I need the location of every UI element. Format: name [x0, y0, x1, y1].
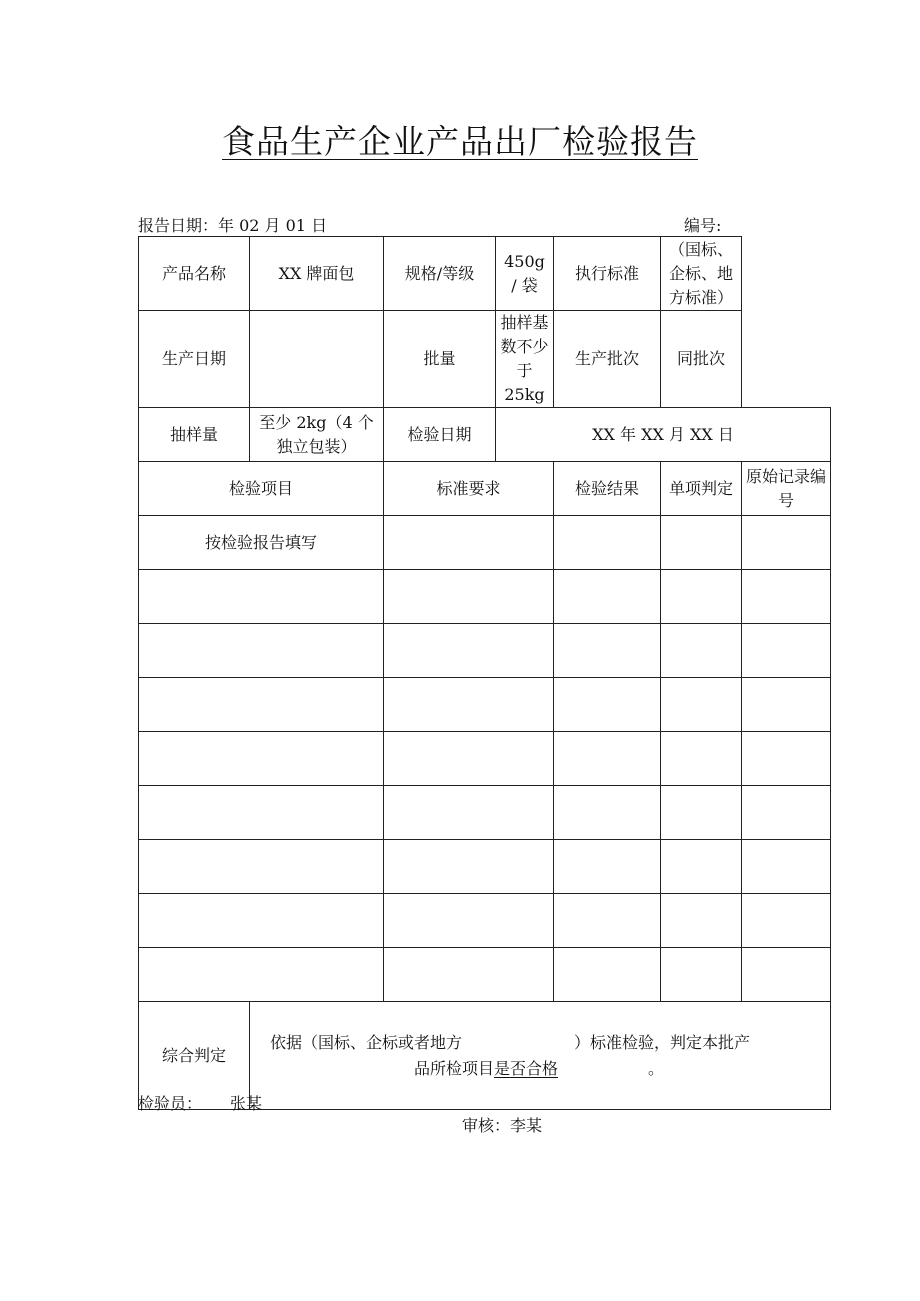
verdict-label: 综合判定	[139, 1002, 250, 1110]
production-batch-value: 同批次	[661, 311, 742, 408]
result-verdict	[661, 678, 742, 732]
result-row	[139, 570, 831, 624]
spec-label: 规格/等级	[384, 237, 496, 311]
page-title	[0, 116, 920, 163]
result-value	[554, 678, 661, 732]
production-batch-label: 生产批次	[554, 311, 661, 408]
inspector-label: 检验员：	[138, 1094, 203, 1113]
result-item	[139, 894, 384, 948]
spec-value: 450g / 袋	[496, 237, 554, 311]
result-standard	[384, 570, 554, 624]
result-row	[139, 624, 831, 678]
product-name-value: XX 牌面包	[250, 237, 384, 311]
verdict-text-part2: ）标准检验，判定本批产	[574, 1032, 751, 1052]
verdict-result-underlined: 是否合格	[494, 1058, 559, 1078]
result-value	[554, 948, 661, 1002]
result-value	[554, 786, 661, 840]
standard-value: （国标、企标、地方标准）	[661, 237, 742, 311]
verdict-text-part1: 依据（国标、企标或者地方	[270, 1032, 463, 1052]
report-date: 报告日期：年 02 月 01 日	[138, 216, 328, 235]
result-item	[139, 786, 384, 840]
result-standard	[384, 840, 554, 894]
header-record-number: 原始记录编号	[742, 462, 831, 516]
result-standard	[384, 894, 554, 948]
result-record	[742, 570, 831, 624]
verdict-text	[250, 1002, 831, 1110]
result-item	[139, 840, 384, 894]
result-standard	[384, 732, 554, 786]
result-verdict	[661, 840, 742, 894]
result-standard	[384, 678, 554, 732]
verdict-text-end: 。	[648, 1058, 665, 1078]
info-row-production	[139, 311, 831, 408]
result-row	[139, 948, 831, 1002]
report-number: 编号:	[684, 216, 722, 235]
result-standard	[384, 786, 554, 840]
production-date-value	[250, 311, 384, 408]
result-row	[139, 840, 831, 894]
result-record	[742, 516, 831, 570]
result-record	[742, 894, 831, 948]
result-item	[139, 678, 384, 732]
info-row-sampling	[139, 408, 831, 462]
result-value	[554, 570, 661, 624]
result-record	[742, 732, 831, 786]
info-row-product	[139, 237, 831, 311]
result-record	[742, 624, 831, 678]
inspector-name: 张某	[230, 1094, 263, 1113]
result-value	[554, 516, 661, 570]
product-name-label: 产品名称	[139, 237, 250, 311]
result-verdict	[661, 732, 742, 786]
result-standard	[384, 948, 554, 1002]
results-header-row	[139, 462, 831, 516]
result-verdict	[661, 948, 742, 1002]
result-standard	[384, 624, 554, 678]
result-row	[139, 786, 831, 840]
header-inspection-item: 检验项目	[139, 462, 384, 516]
reviewer-line: 审核：李某	[462, 1116, 543, 1135]
batch-size-value: 抽样基数不少于 25kg	[496, 311, 554, 408]
result-verdict	[661, 624, 742, 678]
inspection-date-label: 检验日期	[384, 408, 496, 462]
verdict-text-part3: 品所检项目	[413, 1058, 494, 1078]
inspection-report-table	[138, 236, 831, 1110]
result-item	[139, 732, 384, 786]
header-inspection-result: 检验结果	[554, 462, 661, 516]
result-value	[554, 624, 661, 678]
inspection-date-value: XX 年 XX 月 XX 日	[496, 408, 831, 462]
result-item	[139, 624, 384, 678]
sample-qty-label: 抽样量	[139, 408, 250, 462]
result-record	[742, 786, 831, 840]
standard-label: 执行标准	[554, 237, 661, 311]
batch-size-label: 批量	[384, 311, 496, 408]
result-verdict	[661, 894, 742, 948]
page-title-text: 食品生产企业产品出厂检验报告	[222, 122, 698, 161]
sample-qty-value: 至少 2kg（4 个独立包装）	[250, 408, 384, 462]
result-row	[139, 732, 831, 786]
result-value	[554, 840, 661, 894]
result-record	[742, 678, 831, 732]
inspector-line	[138, 1091, 262, 1114]
result-item	[139, 948, 384, 1002]
result-record	[742, 840, 831, 894]
result-row	[139, 678, 831, 732]
result-item: 按检验报告填写	[139, 516, 384, 570]
result-record	[742, 948, 831, 1002]
header-standard-requirement: 标准要求	[384, 462, 554, 516]
production-date-label: 生产日期	[139, 311, 250, 408]
result-item	[139, 570, 384, 624]
result-verdict	[661, 570, 742, 624]
result-verdict	[661, 516, 742, 570]
result-row	[139, 894, 831, 948]
result-value	[554, 894, 661, 948]
result-row	[139, 516, 831, 570]
header-item-verdict: 单项判定	[661, 462, 742, 516]
result-verdict	[661, 786, 742, 840]
result-value	[554, 732, 661, 786]
result-standard	[384, 516, 554, 570]
